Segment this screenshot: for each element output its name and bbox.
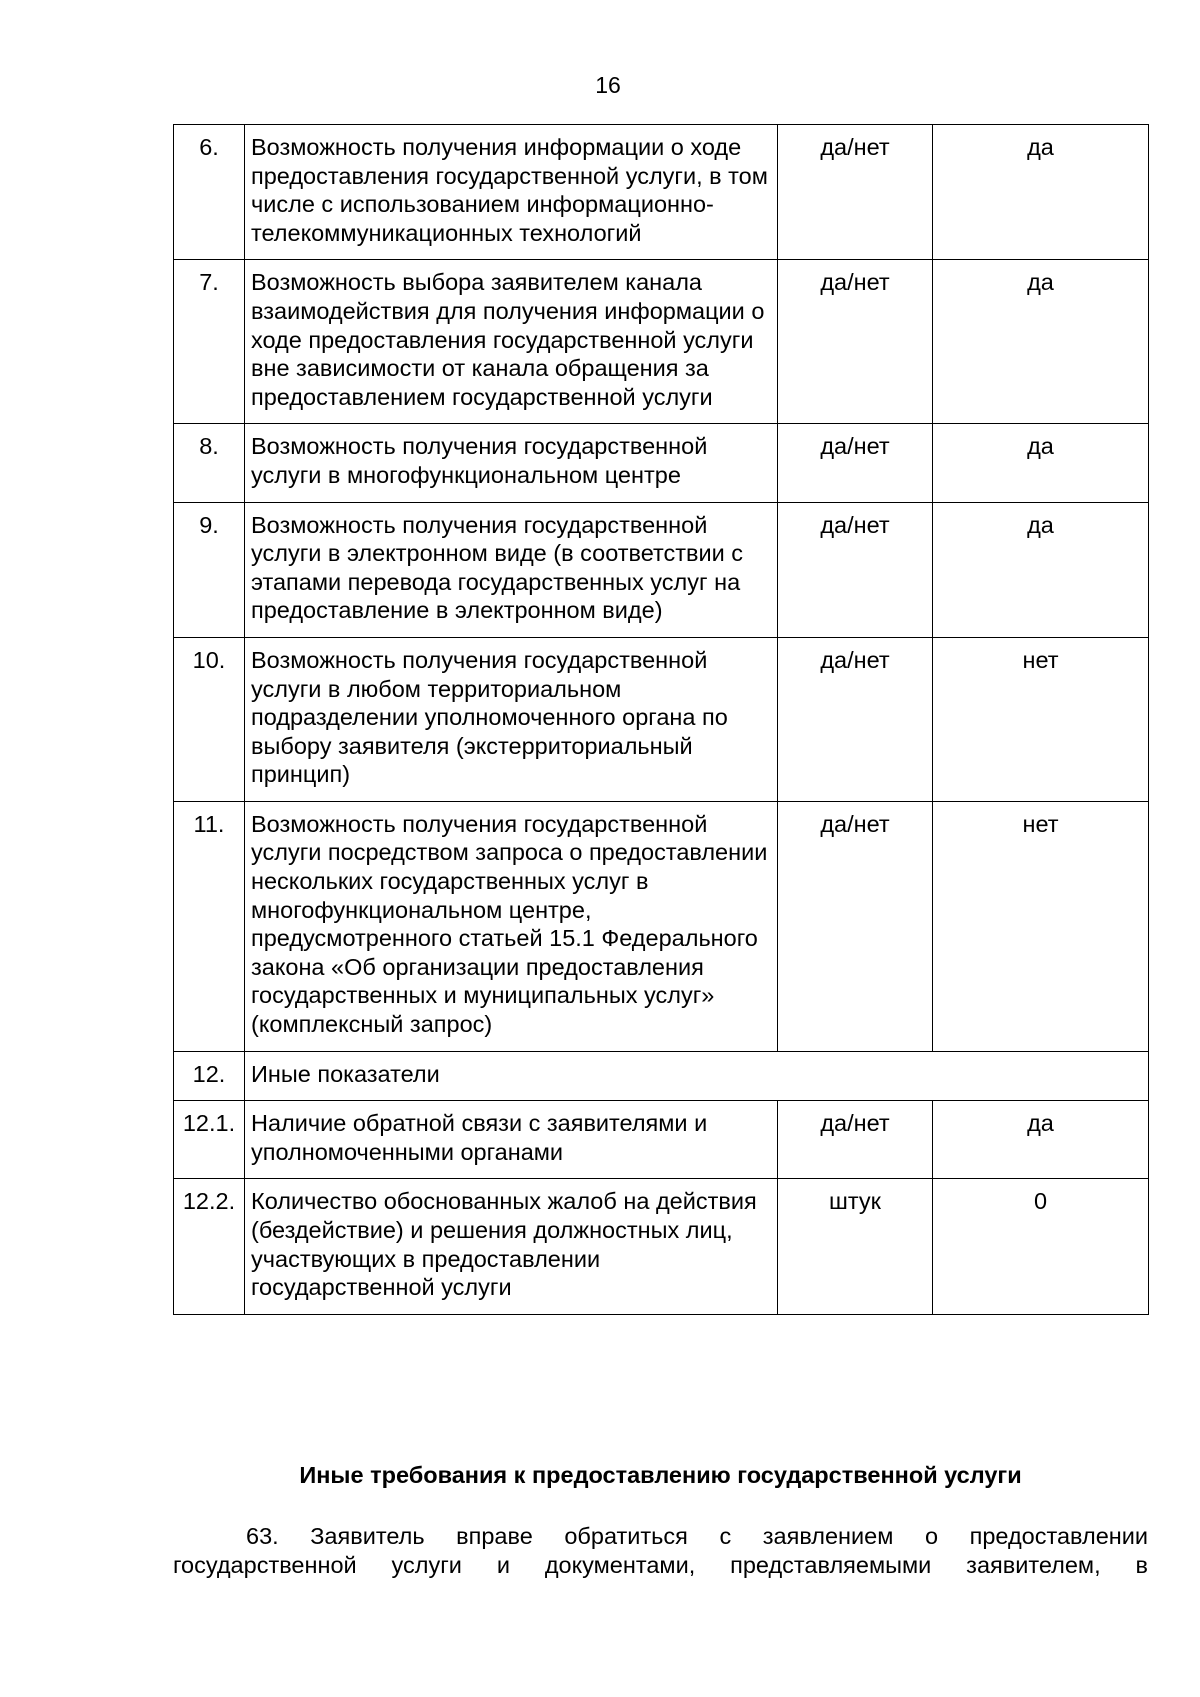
row-number: 9. (174, 502, 245, 637)
value-cell: 0 (933, 1179, 1149, 1314)
table-row (174, 502, 1149, 637)
unit-cell: штук (778, 1179, 933, 1314)
value-cell: да (933, 260, 1149, 424)
indicators-table (173, 124, 1149, 1315)
indicator-text: Возможность получения информации о ходе предоставления государственной услуги, в том числе с использованием информационно-телекоммуникационных технологий (245, 125, 778, 260)
indicator-text: Возможность получения государственной услуги в любом территориальном подразделении уполномоченного органа по выбору заявителя (экстерриториальный принцип) (245, 637, 778, 801)
unit-cell: да/нет (778, 637, 933, 801)
unit-cell: да/нет (778, 1101, 933, 1179)
unit-cell: да/нет (778, 424, 933, 502)
indicator-text: Возможность получения государственной услуги посредством запроса о предоставлении нескольких государственных услуг в многофункциональном центре, предусмотренного статьей 15.1 Федерального закона «Об организации предоставления государственных и муниципальных услуг» (комплексный запрос) (245, 801, 778, 1051)
table-row (174, 125, 1149, 260)
unit-cell: да/нет (778, 801, 933, 1051)
indicator-text: Возможность выбора заявителем канала взаимодействия для получения информации о ходе предоставления государственной услуги вне зависимости от канала обращения за предоставлением государственной услуги (245, 260, 778, 424)
table-row (174, 1101, 1149, 1179)
indicator-text: Количество обоснованных жалоб на действия (бездействие) и решения должностных лиц, участвующих в предоставлении государственной услуги (245, 1179, 778, 1314)
paragraph-line: государственной услуги и документами, представляемыми заявителем, в (173, 1551, 1148, 1578)
row-number: 12. (174, 1051, 245, 1101)
indicator-text: Иные показатели (245, 1051, 1149, 1101)
paragraph-63 (173, 1522, 1148, 1579)
value-cell: да (933, 1101, 1149, 1179)
table-row (174, 260, 1149, 424)
section-heading: Иные требования к предоставлению государственной услуги (299, 1462, 1022, 1488)
table-row (174, 424, 1149, 502)
indicator-text: Наличие обратной связи с заявителями и уполномоченными органами (245, 1101, 778, 1179)
value-cell: да (933, 502, 1149, 637)
table-row (174, 1051, 1149, 1101)
row-number: 12.1. (174, 1101, 245, 1179)
value-cell: нет (933, 801, 1149, 1051)
value-cell: да (933, 424, 1149, 502)
row-number: 10. (174, 637, 245, 801)
row-number: 7. (174, 260, 245, 424)
row-number: 11. (174, 801, 245, 1051)
indicator-text: Возможность получения государственной услуги в многофункциональном центре (245, 424, 778, 502)
paragraph-line: 63. Заявитель вправе обратиться с заявлением о предоставлении (246, 1523, 1148, 1549)
table-row (174, 1179, 1149, 1314)
value-cell: нет (933, 637, 1149, 801)
row-number: 6. (174, 125, 245, 260)
row-number: 12.2. (174, 1179, 245, 1314)
page-number: 16 (595, 72, 621, 98)
table-row (174, 637, 1149, 801)
unit-cell: да/нет (778, 260, 933, 424)
table-row (174, 801, 1149, 1051)
value-cell: да (933, 125, 1149, 260)
unit-cell: да/нет (778, 125, 933, 260)
indicator-text: Возможность получения государственной услуги в электронном виде (в соответствии с этапами перевода государственных услуг на предоставление в электронном виде) (245, 502, 778, 637)
row-number: 8. (174, 424, 245, 502)
unit-cell: да/нет (778, 502, 933, 637)
